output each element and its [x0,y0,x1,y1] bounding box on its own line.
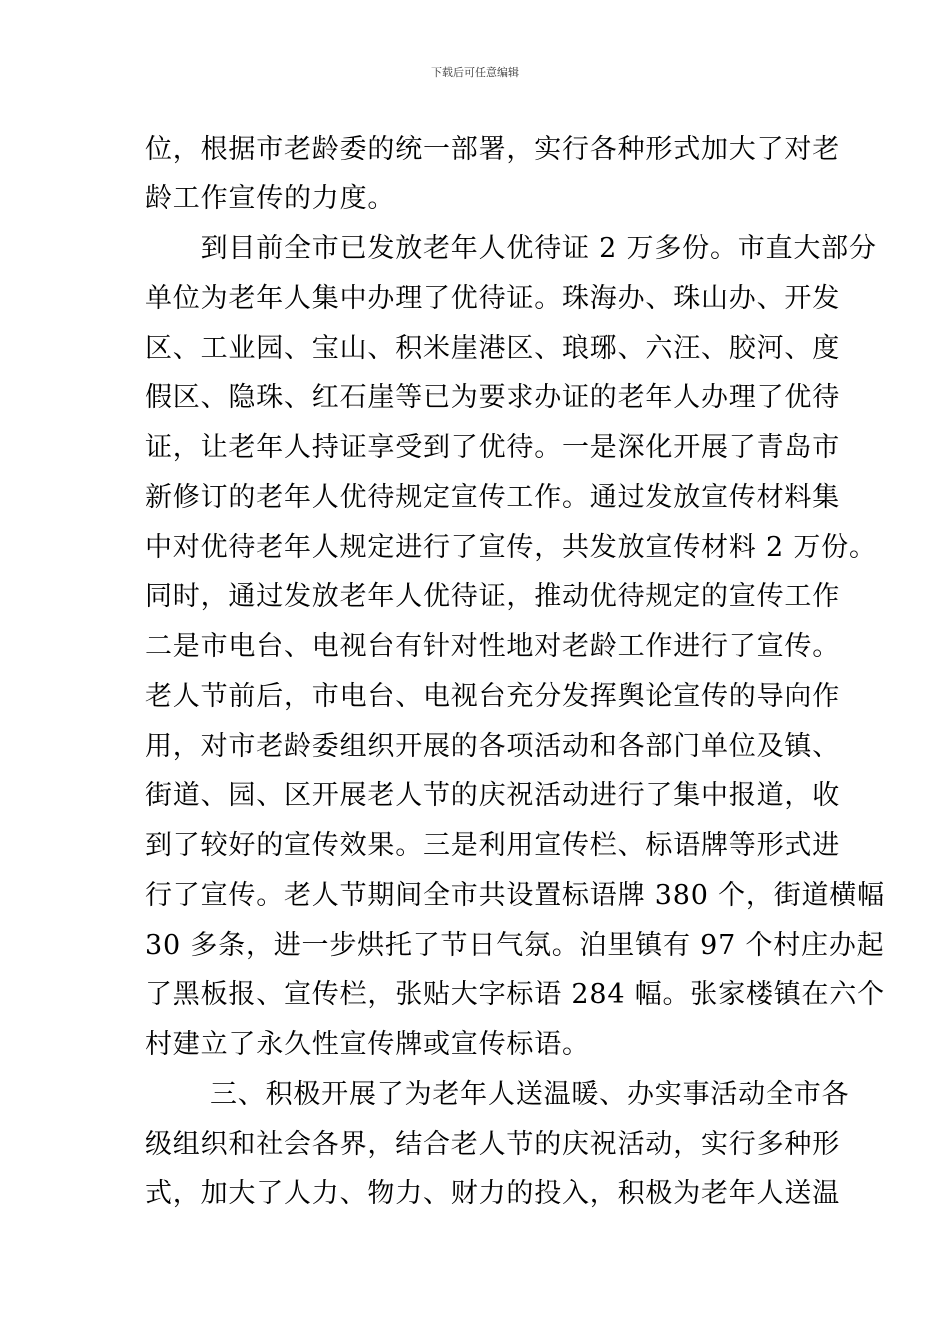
text-line: 位，根据市老龄委的统一部署，实行各种形式加大了对老 [145,134,840,165]
text-line: 行了宣传。老人节期间全市共设置标语牌 380 个，街道横幅 [145,880,885,911]
text-line: 老人节前后，市电台、电视台充分发挥舆论宣传的导向作 [145,681,840,712]
text-line: 式，加大了人力、物力、财力的投入，积极为老年人送温 [145,1178,840,1209]
text-line: 了黑板报、宣传栏，张贴大字标语 284 幅。张家楼镇在六个 [145,979,885,1010]
text-line: 用，对市老龄委组织开展的各项活动和各部门单位及镇、 [145,731,840,762]
text-line: 到目前全市已发放老年人优待证 2 万多份。市直大部分 [145,233,877,264]
text-line: 证，让老年人持证享受到了优待。一是深化开展了青岛市 [145,432,840,463]
text-line: 同时，通过发放老年人优待证，推动优待规定的宣传工作 [145,581,840,612]
text-line: 区、工业园、宝山、积米崖港区、琅琊、六汪、胶河、度 [145,333,840,364]
text-line: 三、积极开展了为老年人送温暖、办实事活动全市各 [145,1079,850,1110]
text-line: 二是市电台、电视台有针对性地对老龄工作进行了宣传。 [145,631,840,662]
page-header: 下载后可任意编辑 [431,66,519,79]
text-line: 新修订的老年人优待规定宣传工作。通过发放宣传材料集 [145,482,840,513]
text-line: 街道、园、区开展老人节的庆祝活动进行了集中报道，收 [145,780,840,811]
text-line: 中对优待老年人规定进行了宣传，共发放宣传材料 2 万份。 [145,532,877,563]
text-line: 级组织和社会各界，结合老人节的庆祝活动，实行多种形 [145,1129,840,1160]
text-line: 到了较好的宣传效果。三是利用宣传栏、标语牌等形式进 [145,830,840,861]
text-line: 村建立了永久性宣传牌或宣传标语。 [145,1029,590,1060]
text-line: 龄工作宣传的力度。 [145,183,396,214]
text-line: 30 多条，进一步烘托了节日气氛。泊里镇有 97 个村庄办起 [145,930,885,961]
text-line: 假区、隐珠、红石崖等已为要求办证的老年人办理了优待 [145,382,840,413]
text-line: 单位为老年人集中办理了优待证。珠海办、珠山办、开发 [145,283,840,314]
